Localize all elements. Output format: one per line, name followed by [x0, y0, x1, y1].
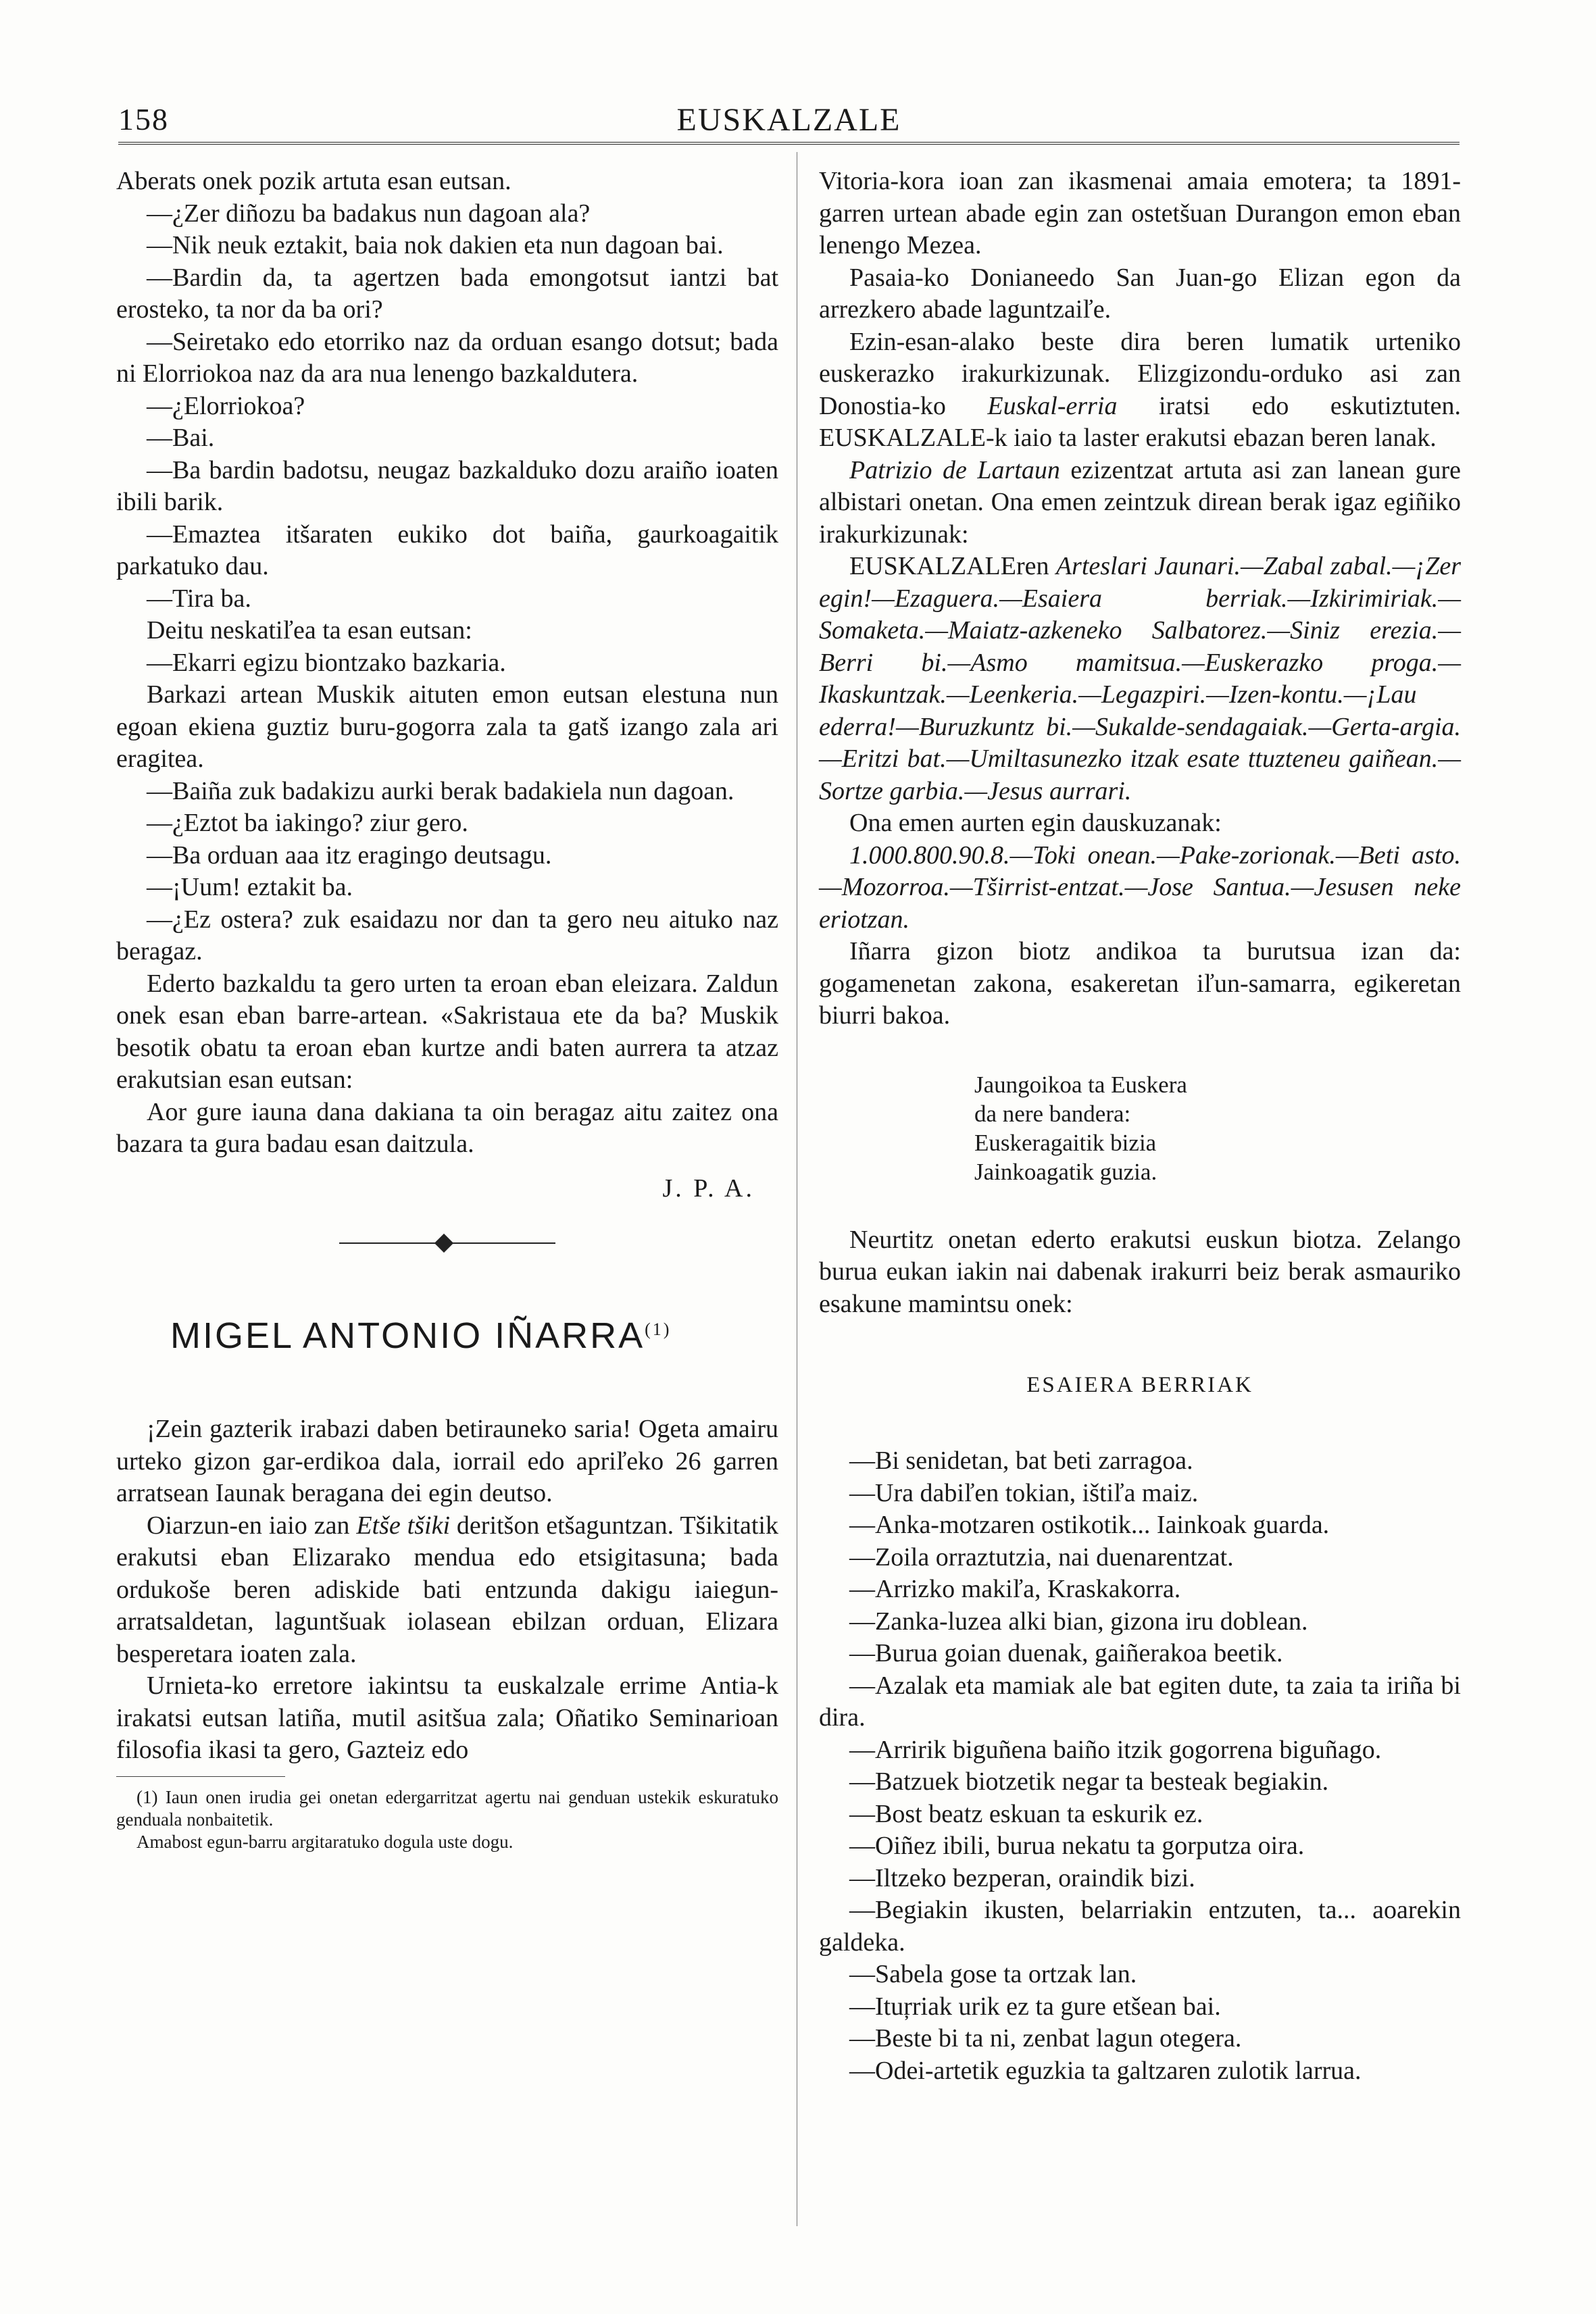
footnote-rule [116, 1776, 285, 1777]
article-paragraph: Ona emen aurten egin dauskuzanak: [849, 809, 1222, 837]
article-paragraph: Ezin-esan-alako beste dira beren lumatik urteniko euskerazko irakurkizunak. Elizgizondu-orduko asi zan Donostia-ko Euskal-erria iratsi edo eskutiztuten. EUSKALZALE-k iaio ta laster erakutsi ebazan beren lanak. [819, 327, 1461, 452]
saying: —Azalak eta mamiak ale bat egiten dute, ta zaia ta iriña bi dira. [819, 1671, 1461, 1732]
publication-name: Euskal-erria [987, 391, 1118, 420]
dialogue-line: —Seiretako edo etorriko naz da orduan esango dotsut; bada ni Elorriokoa naz da ara nua lenengo bazkaldutera. [116, 327, 778, 388]
dialogue-line: —¿Zer diñozu ba badakus nun dagoan ala? [147, 199, 591, 228]
dialogue-line: —Emaztea itšaraten eukiko dot baiña, gaurkoagaitik parkatuko dau. [116, 520, 778, 580]
saying: —Iltzeko bezperan, oraindik bizi. [849, 1863, 1195, 1892]
poem-line: da nere bandera: [974, 1100, 1131, 1127]
saying: —Begiakin ikusten, belarriakin entzuten, ta... aoarekin galdeka. [819, 1896, 1461, 1957]
dialogue-line: —Ekarri egizu biontzako bazkaria. [147, 648, 506, 677]
footnote: (1) Iaun onen irudia gei onetan edergarritzat agertu nai genduan ustekik eskuratuko genduala nonbaitetik. [116, 1786, 778, 1830]
author-signature: J. P. A. [662, 1174, 755, 1203]
dialogue-line: Aberats onek pozik artuta esan eutsan. [116, 167, 512, 195]
right-column [819, 166, 1461, 2087]
saying: —Anka-motzaren ostikotik... Iainkoak guarda. [849, 1511, 1330, 1539]
saying: —Zanka-luzea alki bian, gizona iru doblean. [849, 1607, 1308, 1636]
poem-line: Jainkoagatik guzia. [974, 1158, 1157, 1185]
saying: —Bi senidetan, bat beti zarragoa. [849, 1447, 1193, 1475]
saying: —Odei-artetik eguzkia ta galtzaren zulotik larrua. [849, 2056, 1362, 2085]
dialogue-line: Aor gure iauna dana dakiana ta oin beragaz aitu zaitez ona bazara ta gura badau esan daitzula. [116, 1097, 778, 1158]
article-paragraph: Oiarzun-en iaio zan Etše tšiki deritšon etšaguntzan. Tšikitatik erakutsi eban Elizarako mendua edo etsigitasuna; bada ordukoše beren adiskide bati entzunda dakigu iaiegun-arratsaldetan, laguntšuak iolasean ebilzan orduan, Elizara besperetara ioaten zala. [116, 1511, 778, 1668]
page-header [118, 101, 1460, 142]
dialogue-line: —Tira ba. [147, 584, 251, 613]
dialogue-line: Deitu neskatiľea ta esan eutsan: [147, 616, 472, 645]
house-name: Etše tšiki [356, 1511, 451, 1540]
saying: —Beste bi ta ni, zenbat lagun otegera. [849, 2024, 1242, 2053]
left-column [116, 166, 778, 1853]
article-paragraph: Pasaia-ko Donianeedo San Juan-go Elizan egon da arrezkero abade laguntzaiľe. [819, 263, 1461, 324]
page-number: 158 [118, 102, 169, 136]
dialogue-line: —Bai. [147, 424, 215, 452]
pseudonym: Patrizio de Lartaun [849, 455, 1060, 484]
article-paragraph: Patrizio de Lartaun ezizentzat artuta asi zan lanean gure albistari onetan. Ona emen zeintzuk direan berak igaz egiñiko irakurkizunak: [819, 455, 1461, 549]
dialogue-line: —¿Ez ostera? zuk esaidazu nor dan ta gero neu aituko naz beragaz. [116, 905, 778, 965]
saying: —Zoila orraztutzia, nai duenarentzat. [849, 1542, 1234, 1571]
article-paragraph: Neurtitz onetan ederto erakutsi euskun biotza. Zelango burua eukan iakin nai dabenak irakurri beiz berak asmauriko esakune mamintsu onek: [819, 1225, 1461, 1318]
poem-line: Jaungoikoa ta Euskera [974, 1071, 1187, 1098]
section-ornament [339, 1230, 555, 1257]
saying: —Oiñez ibili, burua nekatu ta gorputza oira. [849, 1832, 1305, 1860]
dialogue-line: —Ba bardin badotsu, neugaz bazkalduko dozu araiño ioaten ibili barik. [116, 455, 778, 516]
saying: —Bost beatz eskuan ta eskurik ez. [849, 1799, 1203, 1828]
saying: —Arrizko makiľa, Kraskakorra. [849, 1575, 1181, 1603]
dialogue-line: —Ba orduan aaa itz eragingo deutsagu. [147, 840, 552, 870]
works-list: 1.000.800.90.8.—Toki onean.—Pake-zorionak.—Beti asto.—Mozorroa.—Tširrist-entzat.—Jose Santua.—Jesusen neke eriotzan. [819, 840, 1461, 934]
dialogue-line: —¡Uum! eztakit ba. [147, 873, 353, 901]
article-title: MIGEL ANTONIO IÑARRA$^{(1)}$ [170, 1315, 672, 1356]
saying: —Ura dabiľen tokian, ištiľa maiz. [849, 1478, 1199, 1507]
saying: —Batzuek biotzetik negar ta besteak begiakin. [849, 1767, 1329, 1796]
saying: —Arririk biguñena baiño itzik gogorrena biguñago. [849, 1735, 1382, 1764]
dialogue-line: —Bardin da, ta agertzen bada emongotsut iantzi bat erosteko, ta nor da ba ori? [116, 263, 778, 324]
footnote: Amabost egun-barru argitaratuko dogula uste dogu. [136, 1831, 514, 1852]
poem-line: Euskeragaitik bizia [974, 1129, 1157, 1156]
sayings-title: ESAIERA BERRIAK [1026, 1373, 1253, 1397]
dialogue-line: —¿Elorriokoa? [147, 391, 305, 420]
dialogue-line: Ederto bazkaldu ta gero urten ta eroan eban eleizara. Zaldun onek esan eban barre-artean. «Sakristaua ete da ba? Muskik besotik obatu ta eroan eban kurtze andi baten aurrera ta atzaz erakutsian esan eutsan: [116, 969, 778, 1094]
dialogue-line: —¿Eztot ba iakingo? ziur gero. [147, 809, 468, 837]
footnote-marker: (1) [645, 1319, 672, 1339]
works-list: EUSKALZALEren Arteslari Jaunari.—Zabal zabal.—¡Zer egin!—Ezaguera.—Esaiera berriak.—Izkirimiriak.—Somaketa.—Maiatz-azkeneko Salbatorez.—Siniz erezia.—Berri bi.—Asmo mamitsua.—Euskerazko proga.—Ikaskuntzak.—Leenkeria.—Legazpiri.—Izen-kontu.—¡Lau ederra!—Buruzkuntz bi.—Sukalde-sendagaiak.—Gerta-argia.—Eritzi bat.—Umiltasunezko itzak esate ttuzteneu gaiñean.—Sortze garbia.—Jesus aurrari. [819, 552, 1461, 805]
article-paragraph: Iñarra gizon biotz andikoa ta burutsua izan da: gogamenetan zakona, esakeretan iľun-samarra, egikeretan biurri bakoa. [819, 937, 1461, 1030]
article-paragraph: Vitoria-kora ioan zan ikasmenai amaia emotera; ta 1891-garren urtean abade egin zan ostetšuan Durangon emon eban lenengo Mezea. [819, 167, 1461, 259]
journal-title: EUSKALZALE [676, 102, 901, 138]
dialogue-line: —Baiña zuk badakizu aurki berak badakiela nun dagoan. [147, 776, 734, 805]
saying: —Sabela gose ta ortzak lan. [849, 1960, 1137, 1988]
dialogue-line: Barkazi artean Muskik aituten emon eutsan elestuna nun egoan ekiena guztiz buru-gogorra zala ta gatš izango zala ari eragitea. [116, 680, 778, 773]
header-rule [118, 142, 1460, 147]
dialogue-line: —Nik neuk eztakit, baia nok dakien eta nun dagoan bai. [147, 231, 724, 259]
article-paragraph: ¡Zein gazterik irabazi daben betirauneko saria! Ogeta amairu urteko gizon gar-erdikoa dala, iorrail edo apriľeko 26 garren arratsean Iaunak beragana dei egin deutso. [116, 1415, 778, 1507]
article-paragraph: Urnieta-ko erretore iakintsu ta euskalzale errime Antia-k irakatsi eutsan latiña, mutil asitšua zala; Oñatiko Seminarioan filosofia ikasi ta gero, Gazteiz edo [116, 1671, 778, 1764]
saying: —Burua goian duenak, gaiñerakoa beetik. [849, 1639, 1283, 1667]
dialogue-section [116, 166, 778, 1161]
poem [974, 1070, 1461, 1186]
saying: —Ituŗriak urik ez ta gure etšean bai. [849, 1992, 1221, 2021]
